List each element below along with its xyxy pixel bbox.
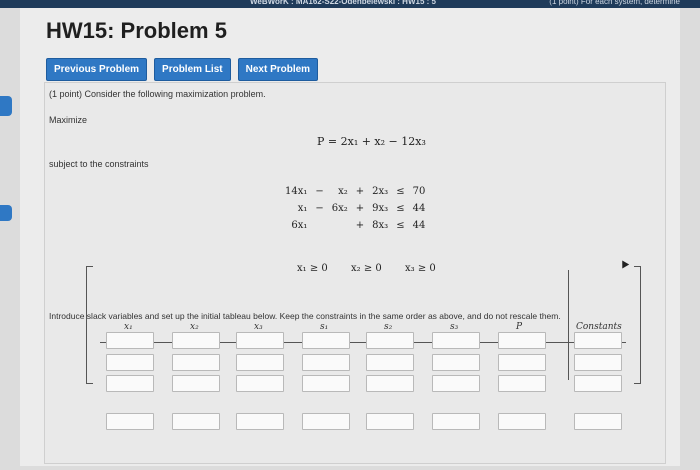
term: 8x₃ <box>372 220 389 231</box>
problem-nav <box>46 58 318 81</box>
tableau-header: s₃ <box>450 322 459 332</box>
tableau-input-r4-c7[interactable] <box>498 413 546 430</box>
term <box>328 217 352 234</box>
tableau-input-r3-c3[interactable] <box>236 375 284 392</box>
tableau-input-r4-c5[interactable] <box>366 413 414 430</box>
next-problem-button[interactable]: Next Problem <box>238 58 318 81</box>
tableau-input-r4-c6[interactable] <box>432 413 480 430</box>
tableau-input-r2-c3[interactable] <box>236 354 284 371</box>
tableau-divider-vertical <box>568 270 569 380</box>
tableau-input-r1-c3[interactable] <box>236 332 284 349</box>
previous-problem-button[interactable]: Previous Problem <box>46 58 147 81</box>
tableau-input-r3-c6[interactable] <box>432 375 480 392</box>
operator: + <box>355 220 365 231</box>
tableau-header: s₁ <box>320 322 329 332</box>
tableau-input-r4-c2[interactable] <box>172 413 220 430</box>
constraint-row <box>281 183 429 200</box>
term: 6x₂ <box>331 203 348 214</box>
tableau-input-r1-c6[interactable] <box>432 332 480 349</box>
tableau-instructions: Introduce slack variables and set up the initial tableau below. Keep the constraints in the same order as above, and do not rescale them. <box>49 311 561 321</box>
rhs: 44 <box>412 203 426 214</box>
tableau-input-r3-c4[interactable] <box>302 375 350 392</box>
browser-tab-title-right[interactable]: (1 point) For each system, determine <box>549 0 680 6</box>
tableau-input-r2-c8[interactable] <box>574 354 622 371</box>
problem-page <box>20 8 680 466</box>
term: x₁ <box>297 203 308 214</box>
term: 2x₃ <box>372 186 389 197</box>
tableau-input-r2-c6[interactable] <box>432 354 480 371</box>
tableau-left-bracket <box>86 266 93 384</box>
operator: − <box>315 203 324 214</box>
browser-tab-bar <box>0 0 700 8</box>
tableau-header: P <box>516 322 523 332</box>
tableau-header: x₁ <box>124 322 133 332</box>
tableau-input-r2-c5[interactable] <box>366 354 414 371</box>
rhs: 44 <box>412 220 426 231</box>
tableau-header: s₂ <box>384 322 393 332</box>
tableau-input-r3-c7[interactable] <box>498 375 546 392</box>
tableau-input-r1-c2[interactable] <box>172 332 220 349</box>
tableau-input-r4-c3[interactable] <box>236 413 284 430</box>
tableau-input-r4-c8[interactable] <box>574 413 622 430</box>
tableau-input-r3-c5[interactable] <box>366 375 414 392</box>
operator: − <box>315 186 324 197</box>
tableau-input-r1-c8[interactable] <box>574 332 622 349</box>
tableau-input-r3-c1[interactable] <box>106 375 154 392</box>
tableau-input-r2-c4[interactable] <box>302 354 350 371</box>
subject-to-label: subject to the constraints <box>49 159 149 169</box>
tableau-right-bracket <box>634 266 641 384</box>
inequality: ≤ <box>396 220 405 231</box>
operator <box>311 217 327 234</box>
side-tab[interactable] <box>0 205 12 221</box>
tableau-header: Constants <box>576 322 622 332</box>
nonnegativity-x2: x₂ ≥ 0 <box>351 263 382 274</box>
tableau-input-r2-c1[interactable] <box>106 354 154 371</box>
tableau-input-r4-c4[interactable] <box>302 413 350 430</box>
nonnegativity-x1: x₁ ≥ 0 <box>297 263 328 274</box>
side-tab[interactable] <box>0 96 12 116</box>
tableau-input-r3-c2[interactable] <box>172 375 220 392</box>
inequality: ≤ <box>396 186 405 197</box>
operator: + <box>355 203 365 214</box>
problem-body <box>44 82 666 464</box>
inequality: ≤ <box>396 203 405 214</box>
term: 14x₁ <box>285 186 308 197</box>
problem-list-button[interactable]: Problem List <box>154 58 231 81</box>
browser-tab-title[interactable]: WeBWorK : MA162-S22-Odenbelewski : HW15 : 5 <box>250 0 436 6</box>
page-title: HW15: Problem 5 <box>46 18 227 43</box>
problem-intro: (1 point) Consider the following maximization problem. <box>49 89 266 99</box>
tableau-input-r1-c5[interactable] <box>366 332 414 349</box>
constraint-row <box>281 217 429 234</box>
constraint-row <box>281 200 429 217</box>
term: x₂ <box>338 186 348 197</box>
tableau-header: x₂ <box>190 322 199 332</box>
tableau-input-r3-c8[interactable] <box>574 375 622 392</box>
nonnegativity-x3: x₃ ≥ 0 <box>405 263 436 274</box>
term: 6x₁ <box>291 220 308 231</box>
tableau-input-r4-c1[interactable] <box>106 413 154 430</box>
rhs: 70 <box>412 186 426 197</box>
constraints-system <box>281 183 429 234</box>
maximize-label: Maximize <box>49 115 88 125</box>
operator: + <box>355 186 365 197</box>
tableau-input-r1-c1[interactable] <box>106 332 154 349</box>
term: 9x₃ <box>372 203 389 214</box>
tableau-input-r2-c7[interactable] <box>498 354 546 371</box>
tableau-input-r2-c2[interactable] <box>172 354 220 371</box>
tableau-header: x₃ <box>254 322 263 332</box>
objective-function: P = 2x₁ + x₂ − 12x₃ <box>317 135 426 148</box>
tableau-input-r1-c7[interactable] <box>498 332 546 349</box>
tableau-input-r1-c4[interactable] <box>302 332 350 349</box>
